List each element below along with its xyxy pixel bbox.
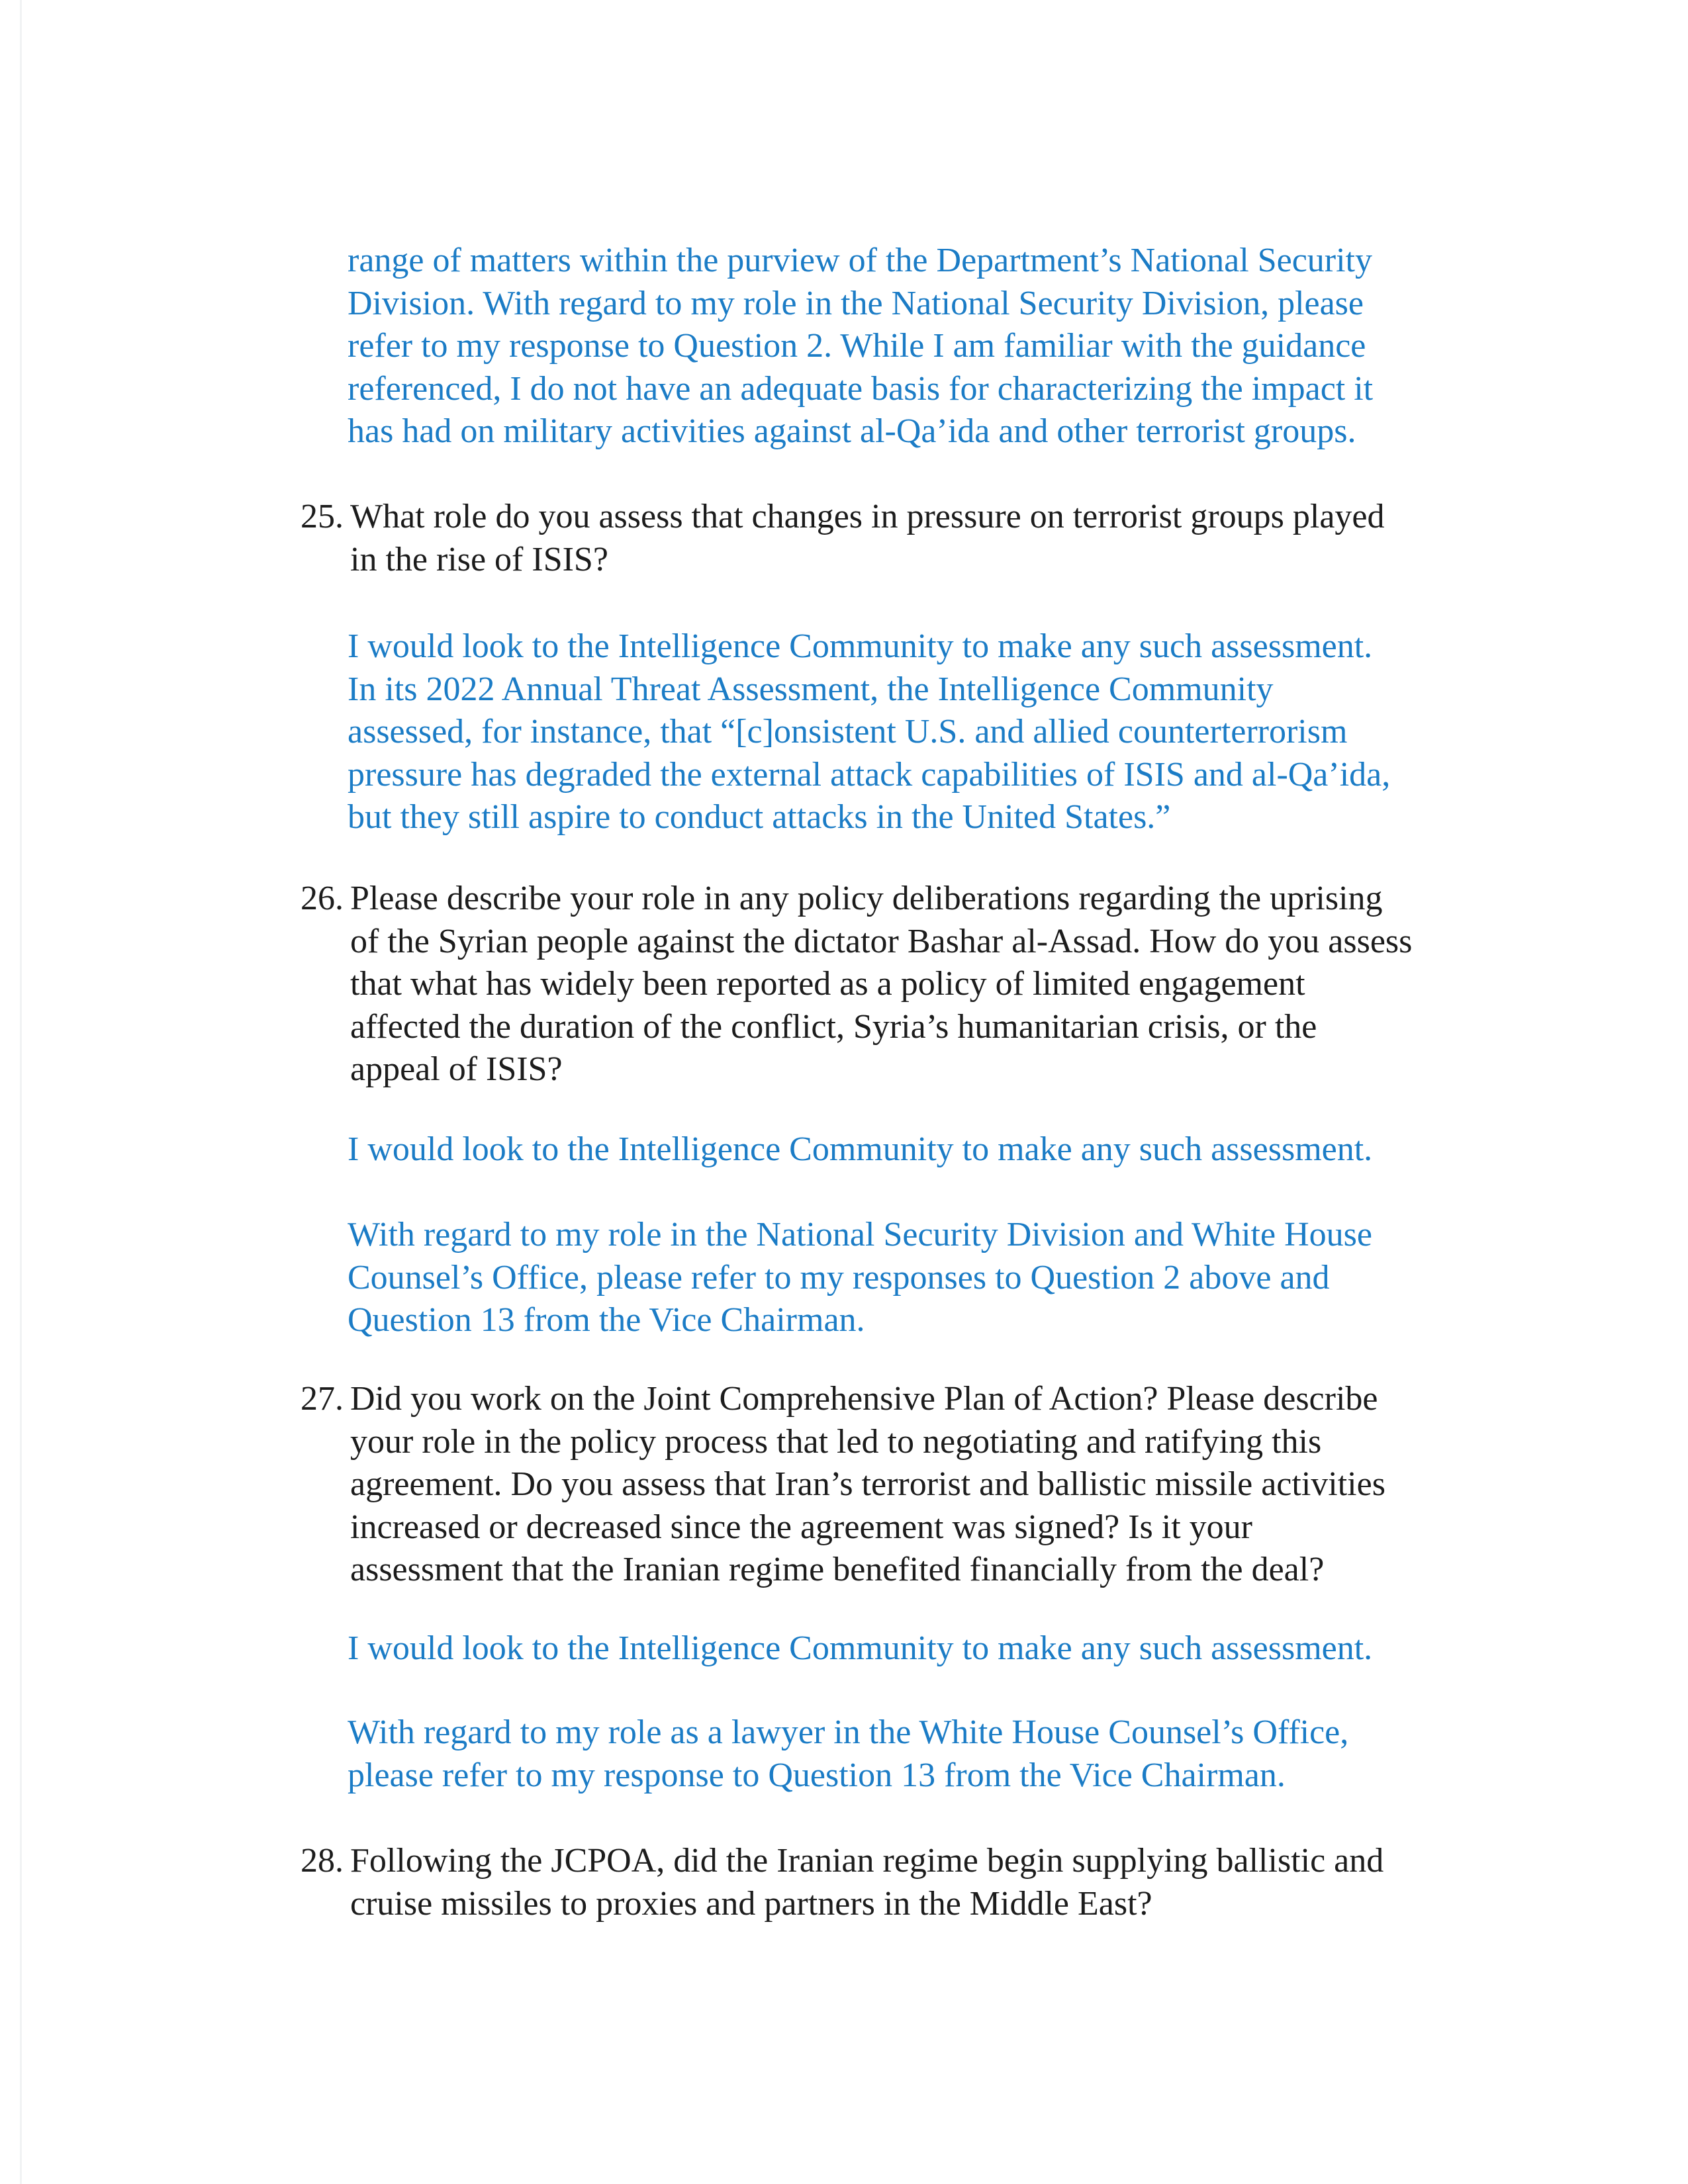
answer-text-line: please refer to my response to Question 13 from the Vice Chairman. [348,1756,1286,1794]
question-number: 28. [301,1842,344,1880]
answer-text-line: I would look to the Intelligence Community to make any such assessment. [348,1130,1373,1168]
question-text-line: of the Syrian people against the dictator Bashar al-Assad. How do you assess [350,922,1413,960]
answer-text-line: I would look to the Intelligence Community to make any such assessment. [348,627,1373,665]
answer-text-line: referenced, I do not have an adequate basis for characterizing the impact it [348,369,1374,408]
question-number: 26. [301,880,344,917]
answer-paragraph [348,1711,1348,1797]
question-text-line: affected the duration of the conflict, Syria’s humanitarian crisis, or the [350,1007,1317,1046]
question-text-line: your role in the policy process that led to negotiating and ratifying this [350,1422,1322,1461]
answer-text-line: Question 13 from the Vice Chairman. [348,1301,865,1339]
question-text-line: Please describe your role in any policy deliberations regarding the uprising [350,880,1383,917]
question-number: 27. [301,1380,344,1418]
answer-text-line: but they still aspire to conduct attacks in the United States.” [348,798,1171,836]
answer-text-line: pressure has degraded the external attack capabilities of ISIS and al-Qa’ida, [348,755,1391,794]
answer-paragraph [348,240,1373,453]
answer-paragraph [348,1128,1372,1171]
question-text-line: appeal of ISIS? [350,1050,563,1088]
question-text-line: agreement. Do you assess that Iran’s terrorist and ballistic missile activities [350,1465,1385,1503]
question-28 [301,1840,1383,1925]
answer-text-line: has had on military activities against al-Qa’ida and other terrorist groups. [348,412,1356,450]
answer-text-line: I would look to the Intelligence Community to make any such assessment. [348,1629,1373,1667]
answer-text-line: Counsel’s Office, please refer to my responses to Question 2 above and [348,1258,1330,1297]
question-text-line: that what has widely been reported as a policy of limited engagement [350,965,1305,1003]
question-text-line: Following the JCPOA, did the Iranian regime begin supplying ballistic and [350,1842,1384,1880]
answer-paragraph [348,625,1390,839]
question-26 [301,878,1412,1091]
answer-text-line: assessed, for instance, that “[c]onsistent U.S. and allied counterterrorism [348,713,1348,751]
question-text-line: Did you work on the Joint Comprehensive Plan of Action? Please describe [350,1380,1378,1418]
answer-text-line: refer to my response to Question 2. While I am familiar with the guidance [348,327,1366,365]
answer-text-line: Division. With regard to my role in the National Security Division, please [348,284,1364,322]
question-number: 25. [301,498,344,535]
answer-paragraph [348,1627,1372,1670]
answer-paragraph [348,1214,1372,1342]
question-text-line: What role do you assess that changes in pressure on terrorist groups played [350,498,1385,535]
question-text-line: cruise missiles to proxies and partners in the Middle East? [350,1884,1152,1923]
question-text-line: assessment that the Iranian regime benefited financially from the deal? [350,1551,1325,1588]
question-27 [301,1378,1385,1592]
answer-text-line: In its 2022 Annual Threat Assessment, the Intelligence Community [348,670,1274,708]
question-25 [301,496,1385,581]
question-text-line: in the rise of ISIS? [350,540,608,578]
page-edge [20,0,22,2184]
answer-text-line: With regard to my role in the National Security Division and White House [348,1216,1372,1253]
answer-text-line: range of matters within the purview of the Department’s National Security [348,242,1372,279]
answer-text-line: With regard to my role as a lawyer in the White House Counsel’s Office, [348,1713,1349,1751]
question-text-line: increased or decreased since the agreement was signed? Is it your [350,1508,1252,1546]
